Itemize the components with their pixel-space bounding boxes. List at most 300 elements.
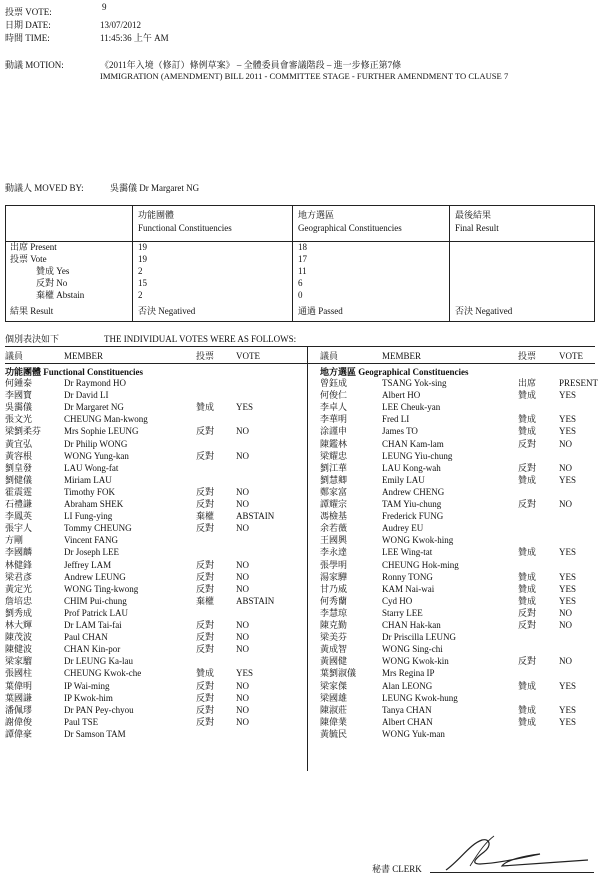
gc-row [320, 511, 600, 522]
member-name-zh: 張國柱 [5, 668, 33, 679]
vote-en: YES [559, 474, 577, 485]
member-name-en: Timothy FOK [64, 486, 115, 497]
row-present-fc: 19 [138, 242, 147, 252]
vote-zh: 反對 [518, 607, 537, 618]
member-name-zh: 陳淑莊 [320, 704, 348, 715]
col-fc-en: Functional Constituencies [138, 223, 232, 233]
member-name-zh: 林健鋒 [5, 559, 33, 570]
vote-zh: 反對 [518, 499, 537, 509]
member-name-en: IP Kwok-him [64, 692, 113, 703]
row-abstain-gc: 0 [298, 290, 303, 300]
member-name-zh: 黃宜弘 [5, 438, 33, 449]
row-yes-label: 贊成 Yes [36, 266, 70, 276]
member-name-zh: 謝偉俊 [5, 716, 33, 727]
row-no-fc: 15 [138, 278, 147, 288]
member-name-en: Andrew CHENG [382, 486, 445, 497]
member-name-en: Tanya CHAN [382, 704, 432, 715]
member-name-en: CHEUNG Hok-ming [382, 559, 459, 570]
vote-en: YES [236, 668, 254, 679]
vote-en: PRESENT [559, 378, 599, 388]
gc-row [320, 584, 600, 595]
row-no-gc: 6 [298, 278, 303, 288]
gc-row [320, 414, 600, 425]
member-name-en: TAM Yiu-chung [382, 499, 442, 509]
member-name-zh: 馮檢基 [320, 511, 348, 522]
row-yes-fc: 2 [138, 266, 143, 276]
row-vote-label: 投票 Vote [10, 254, 47, 264]
vote-zh: 贊成 [518, 474, 537, 485]
row-yes-gc: 11 [298, 266, 307, 276]
fc-col-member-en: MEMBER [64, 351, 104, 361]
member-name-zh: 李國麟 [5, 547, 33, 558]
vote-zh: 反對 [196, 523, 215, 534]
vote-en: YES [559, 680, 577, 691]
fc-row [5, 439, 295, 450]
motion-label: 動議 MOTION: [5, 60, 64, 70]
fc-row [5, 632, 295, 643]
vote-zh: 反對 [518, 462, 537, 473]
member-name-zh: 陳茂波 [5, 632, 33, 643]
row-abstain-fc: 2 [138, 290, 143, 300]
gc-row [320, 439, 600, 450]
gc-row [320, 656, 600, 667]
member-name-en: Dr LAM Tai-fai [64, 620, 122, 630]
clerk-signature-line [430, 872, 594, 873]
vote-zh: 贊成 [518, 390, 537, 401]
vote-zh: 贊成 [518, 547, 537, 558]
vote-en: NO [236, 632, 249, 643]
vote-zh: 反對 [196, 450, 215, 461]
member-name-en: CHAN Kin-por [64, 644, 121, 655]
member-name-en: Paul TSE [64, 716, 99, 727]
clerk-signature [440, 830, 590, 875]
vote-en: ABSTAIN [236, 595, 275, 606]
vote-zh: 反對 [196, 499, 215, 509]
fc-col-vote-en: VOTE [236, 351, 260, 361]
member-name-en: LAU Kong-wah [382, 462, 441, 473]
member-name-zh: 涂謹申 [320, 426, 348, 437]
member-name-en: Albert HO [382, 390, 421, 401]
member-name-zh: 李國寶 [5, 390, 33, 401]
vote-en: NO [559, 499, 572, 509]
member-name-zh: 黃成智 [320, 644, 348, 655]
member-name-zh: 李卓人 [320, 402, 348, 413]
member-name-zh: 李慧琼 [320, 607, 348, 618]
member-name-en: TSANG Yok-sing [382, 378, 447, 388]
member-name-en: Andrew LEUNG [64, 571, 126, 582]
fc-row [5, 475, 295, 486]
row-result-fc: 否決 Negatived [138, 306, 196, 316]
member-name-en: James TO [382, 426, 418, 437]
vote-zh: 反對 [196, 680, 215, 691]
fc-row [5, 390, 295, 401]
row-no-label: 反對 No [36, 278, 68, 288]
member-name-en: CHAN Hak-kan [382, 620, 441, 630]
member-name-en: Dr Samson TAM [64, 728, 126, 739]
member-name-zh: 陳克勤 [320, 620, 348, 630]
row-result-final: 否決 Negatived [455, 306, 513, 316]
fc-row [5, 681, 295, 692]
member-name-zh: 霍震霆 [5, 486, 33, 497]
fc-row [5, 705, 295, 716]
member-name-en: Miriam LAU [64, 474, 112, 485]
member-name-en: CHEUNG Kwok-che [64, 668, 142, 679]
vote-en: NO [236, 620, 249, 630]
fc-row [5, 511, 295, 522]
vote-zh: 贊成 [518, 571, 537, 582]
col-gc-zh: 地方選區 [298, 210, 335, 220]
gc-col-member-zh: 議員 [320, 351, 339, 361]
vote-zh: 反對 [196, 583, 215, 594]
member-name-zh: 曾鈺成 [320, 378, 348, 388]
vote-en: NO [236, 692, 249, 703]
member-name-zh: 黃毓民 [320, 728, 348, 739]
vote-en: NO [236, 704, 249, 715]
fc-row [5, 426, 295, 437]
col-gc-en: Geographical Constituencies [298, 223, 402, 233]
member-name-zh: 何俊仁 [320, 390, 348, 401]
member-name-en: Jeffrey LAM [64, 559, 112, 570]
member-name-en: LEUNG Yiu-chung [382, 450, 453, 461]
col-fc-zh: 功能團體 [138, 210, 175, 220]
member-name-zh: 譚偉豪 [5, 728, 33, 739]
member-name-en: Mrs Sophie LEUNG [64, 426, 139, 437]
member-name-zh: 石禮謙 [5, 499, 33, 509]
fc-row [5, 499, 295, 510]
member-name-en: WONG Ting-kwong [64, 583, 139, 594]
fc-row [5, 584, 295, 595]
member-name-zh: 何秀蘭 [320, 595, 348, 606]
gc-row [320, 390, 600, 401]
gc-row [320, 729, 600, 740]
moved-by-label: 動議人 MOVED BY: [5, 183, 84, 193]
vote-en: NO [236, 559, 249, 570]
gc-row [320, 560, 600, 571]
vote-en: NO [236, 583, 249, 594]
member-name-en: Dr LEUNG Ka-lau [64, 656, 133, 667]
vote-zh: 反對 [196, 426, 215, 437]
member-name-zh: 陳偉業 [320, 716, 348, 727]
member-name-zh: 葉偉明 [5, 680, 33, 691]
time-value: 11:45:36 上午 AM [100, 33, 169, 43]
vote-zh: 棄權 [196, 595, 215, 606]
fc-row [5, 656, 295, 667]
gc-row [320, 705, 600, 716]
member-name-zh: 李永達 [320, 547, 348, 558]
gc-row [320, 717, 600, 728]
member-name-en: Emily LAU [382, 474, 425, 485]
member-name-en: Mrs Regina IP [382, 668, 435, 679]
vote-en: NO [236, 499, 249, 509]
fc-row [5, 668, 295, 679]
member-name-zh: 黃定光 [5, 583, 33, 594]
member-name-zh: 黃容根 [5, 450, 33, 461]
member-name-zh: 何鍾泰 [5, 378, 33, 388]
vote-en: YES [559, 390, 577, 401]
member-name-en: CHIM Pui-chung [64, 595, 127, 606]
vote-zh: 反對 [518, 656, 537, 667]
vote-zh: 反對 [196, 692, 215, 703]
member-name-en: Dr Margaret NG [64, 402, 124, 413]
vote-en: YES [559, 414, 577, 425]
vote-en: NO [559, 438, 572, 449]
vote-zh: 贊成 [518, 680, 537, 691]
member-name-zh: 陳健波 [5, 644, 33, 655]
fc-row [5, 523, 295, 534]
fc-row [5, 451, 295, 462]
gc-col-vote-zh: 投票 [518, 351, 537, 361]
fc-row [5, 547, 295, 558]
gc-row [320, 463, 600, 474]
vote-zh: 反對 [518, 438, 537, 449]
member-name-zh: 梁美芬 [320, 632, 348, 643]
member-name-en: IP Wai-ming [64, 680, 110, 691]
vote-zh: 贊成 [518, 583, 537, 594]
fc-group-title: 功能團體 Functional Constituencies [5, 367, 144, 377]
fc-row [5, 596, 295, 607]
vote-en: NO [559, 462, 572, 473]
vote-zh: 反對 [196, 632, 215, 643]
fc-row [5, 414, 295, 425]
member-name-zh: 王國興 [320, 535, 348, 546]
member-name-zh: 甘乃威 [320, 583, 348, 594]
gc-row [320, 487, 600, 498]
vote-zh: 反對 [196, 644, 215, 655]
vote-en: NO [236, 486, 249, 497]
member-name-en: Frederick FUNG [382, 511, 444, 522]
member-name-zh: 鄭家富 [320, 486, 348, 497]
vote-en: YES [559, 547, 577, 558]
gc-row [320, 572, 600, 583]
member-name-zh: 潘佩璆 [5, 704, 33, 715]
row-present-gc: 18 [298, 242, 307, 252]
gc-row [320, 378, 600, 389]
vote-number-value: 9 [102, 2, 107, 12]
vote-en: NO [236, 644, 249, 655]
vote-zh: 反對 [518, 620, 537, 630]
summary-table [5, 205, 595, 322]
member-name-zh: 方剛 [5, 535, 24, 546]
vote-zh: 贊成 [518, 595, 537, 606]
vote-zh: 反對 [196, 559, 215, 570]
fc-row [5, 644, 295, 655]
fc-row [5, 560, 295, 571]
member-name-en: Cyd HO [382, 595, 413, 606]
member-name-zh: 譚耀宗 [320, 499, 348, 509]
member-name-en: Ronny TONG [382, 571, 433, 582]
row-abstain-label: 棄權 Abstain [36, 290, 85, 300]
member-name-en: Tommy CHEUNG [64, 523, 132, 534]
vote-zh: 贊成 [518, 704, 537, 715]
member-name-zh: 劉健儀 [5, 474, 33, 485]
individual-votes-title-zh: 個別表決如下 [5, 334, 60, 344]
gc-row [320, 608, 600, 619]
member-name-en: LAU Wong-fat [64, 462, 119, 473]
row-vote-fc: 19 [138, 254, 147, 264]
row-present-label: 出席 Present [10, 242, 57, 252]
member-name-zh: 余若薇 [320, 523, 348, 534]
vote-zh: 贊成 [196, 402, 215, 413]
clerk-label: 秘書 CLERK [372, 864, 422, 874]
vote-zh: 反對 [196, 486, 215, 497]
gc-row [320, 681, 600, 692]
member-name-en: WONG Sing-chi [382, 644, 443, 655]
vote-en: ABSTAIN [236, 511, 275, 522]
member-name-zh: 張宇人 [5, 523, 33, 534]
vote-en: YES [559, 595, 577, 606]
member-name-zh: 劉皇發 [5, 462, 33, 473]
member-name-en: Dr Priscilla LEUNG [382, 632, 456, 643]
gc-row [320, 475, 600, 486]
vote-zh: 反對 [196, 716, 215, 727]
member-name-zh: 李鳳英 [5, 511, 33, 522]
gc-row [320, 402, 600, 413]
col-final-zh: 最後結果 [455, 210, 492, 220]
gc-row [320, 535, 600, 546]
member-name-en: Abraham SHEK [64, 499, 124, 509]
vote-en: NO [559, 620, 572, 630]
vote-zh: 出席 [518, 378, 537, 388]
member-name-zh: 梁耀忠 [320, 450, 348, 461]
member-name-zh: 吳靄儀 [5, 402, 33, 413]
member-name-zh: 張文光 [5, 414, 33, 425]
member-name-zh: 葉劉淑儀 [320, 668, 357, 679]
member-name-en: CHEUNG Man-kwong [64, 414, 148, 425]
fc-row [5, 378, 295, 389]
member-name-en: WONG Yuk-man [382, 728, 445, 739]
vote-en: YES [559, 716, 577, 727]
member-name-zh: 劉慧卿 [320, 474, 348, 485]
date-value: 13/07/2012 [100, 20, 142, 30]
vote-zh: 棄權 [196, 511, 215, 522]
moved-by-value: 吳靄儀 Dr Margaret NG [110, 183, 200, 193]
gc-row [320, 620, 600, 631]
member-name-en: LEE Wing-tat [382, 547, 433, 558]
vote-zh: 反對 [196, 571, 215, 582]
member-name-en: WONG Yung-kan [64, 450, 129, 461]
member-name-en: CHAN Kam-lam [382, 438, 444, 449]
member-name-zh: 梁家傑 [320, 680, 348, 691]
member-name-en: Dr Raymond HO [64, 378, 126, 388]
gc-row [320, 547, 600, 558]
member-name-en: Dr Joseph LEE [64, 547, 119, 558]
vote-en: YES [559, 571, 577, 582]
vote-en: YES [236, 402, 254, 413]
member-name-en: Dr David LI [64, 390, 109, 401]
member-name-en: LEUNG Kwok-hung [382, 692, 458, 703]
vote-en: YES [559, 583, 577, 594]
col-final-en: Final Result [455, 223, 499, 233]
motion-title-zh: 《2011年入境（修訂）條例草案》 – 全體委員會審議階段 – 進一步修正第7條 [100, 60, 402, 70]
member-name-en: LEE Cheuk-yan [382, 402, 441, 413]
gc-col-member-en: MEMBER [382, 351, 422, 361]
gc-row [320, 596, 600, 607]
vote-zh: 贊成 [518, 414, 537, 425]
time-label: 時間 TIME: [5, 33, 50, 43]
member-name-en: WONG Kwok-hing [382, 535, 454, 546]
gc-group-title: 地方選區 Geographical Constituencies [320, 367, 469, 377]
member-name-zh: 梁國雄 [320, 692, 348, 703]
fc-row [5, 729, 295, 740]
fc-row [5, 717, 295, 728]
member-name-zh: 李華明 [320, 414, 348, 425]
vote-number-label: 投票 VOTE: [5, 7, 52, 17]
vote-en: NO [236, 680, 249, 691]
gc-row [320, 499, 600, 510]
fc-col-vote-zh: 投票 [196, 351, 215, 361]
gc-row [320, 668, 600, 679]
member-name-en: Audrey EU [382, 523, 424, 534]
gc-row [320, 693, 600, 704]
fc-row [5, 535, 295, 546]
member-name-en: Paul CHAN [64, 632, 108, 643]
member-name-en: LI Fung-ying [64, 511, 113, 522]
fc-col-member-zh: 議員 [5, 351, 24, 361]
vote-zh: 贊成 [518, 426, 537, 437]
vote-en: NO [236, 450, 249, 461]
vote-en: NO [236, 523, 249, 534]
vote-zh: 反對 [196, 620, 215, 630]
member-name-en: Starry LEE [382, 607, 423, 618]
member-name-zh: 黃國健 [320, 656, 348, 667]
fc-row [5, 608, 295, 619]
motion-title-en: IMMIGRATION (AMENDMENT) BILL 2011 - COMMITTEE STAGE - FURTHER AMENDMENT TO CLAUSE 7 [100, 71, 509, 81]
vote-zh: 贊成 [196, 668, 215, 679]
fc-row [5, 402, 295, 413]
member-name-en: Alan LEONG [382, 680, 433, 691]
vote-zh: 反對 [196, 704, 215, 715]
vote-en: YES [559, 426, 577, 437]
vote-en: NO [559, 607, 572, 618]
gc-row [320, 644, 600, 655]
gc-row [320, 451, 600, 462]
gc-row [320, 523, 600, 534]
individual-votes-title-en: THE INDIVIDUAL VOTES WERE AS FOLLOWS: [104, 334, 297, 344]
member-name-zh: 張學明 [320, 559, 348, 570]
vote-zh: 贊成 [518, 716, 537, 727]
member-name-en: Albert CHAN [382, 716, 433, 727]
member-name-en: Dr Philip WONG [64, 438, 128, 449]
member-name-en: Fred LI [382, 414, 410, 425]
member-name-zh: 梁君彥 [5, 571, 33, 582]
fc-row [5, 463, 295, 474]
fc-row [5, 620, 295, 631]
row-result-label: 結果 Result [10, 306, 54, 316]
vote-en: YES [559, 704, 577, 715]
date-label: 日期 DATE: [5, 20, 51, 30]
member-name-en: Vincent FANG [64, 535, 119, 546]
row-vote-gc: 17 [298, 254, 307, 264]
member-name-zh: 梁劉柔芬 [5, 426, 42, 437]
gc-row [320, 632, 600, 643]
member-name-zh: 葉國謙 [5, 692, 33, 703]
member-name-zh: 劉秀成 [5, 607, 33, 618]
fc-row [5, 487, 295, 498]
member-name-en: KAM Nai-wai [382, 583, 435, 594]
fc-row [5, 572, 295, 583]
vote-en: NO [236, 426, 249, 437]
vote-en: NO [236, 716, 249, 727]
row-result-gc: 通過 Passed [298, 306, 343, 316]
member-name-zh: 詹培忠 [5, 595, 33, 606]
vote-en: NO [236, 571, 249, 582]
vote-en: NO [559, 656, 572, 667]
gc-row [320, 426, 600, 437]
member-name-zh: 陳鑑林 [320, 438, 348, 449]
member-name-en: Dr PAN Pey-chyou [64, 704, 134, 715]
fc-row [5, 693, 295, 704]
member-name-zh: 劉江華 [320, 462, 348, 473]
